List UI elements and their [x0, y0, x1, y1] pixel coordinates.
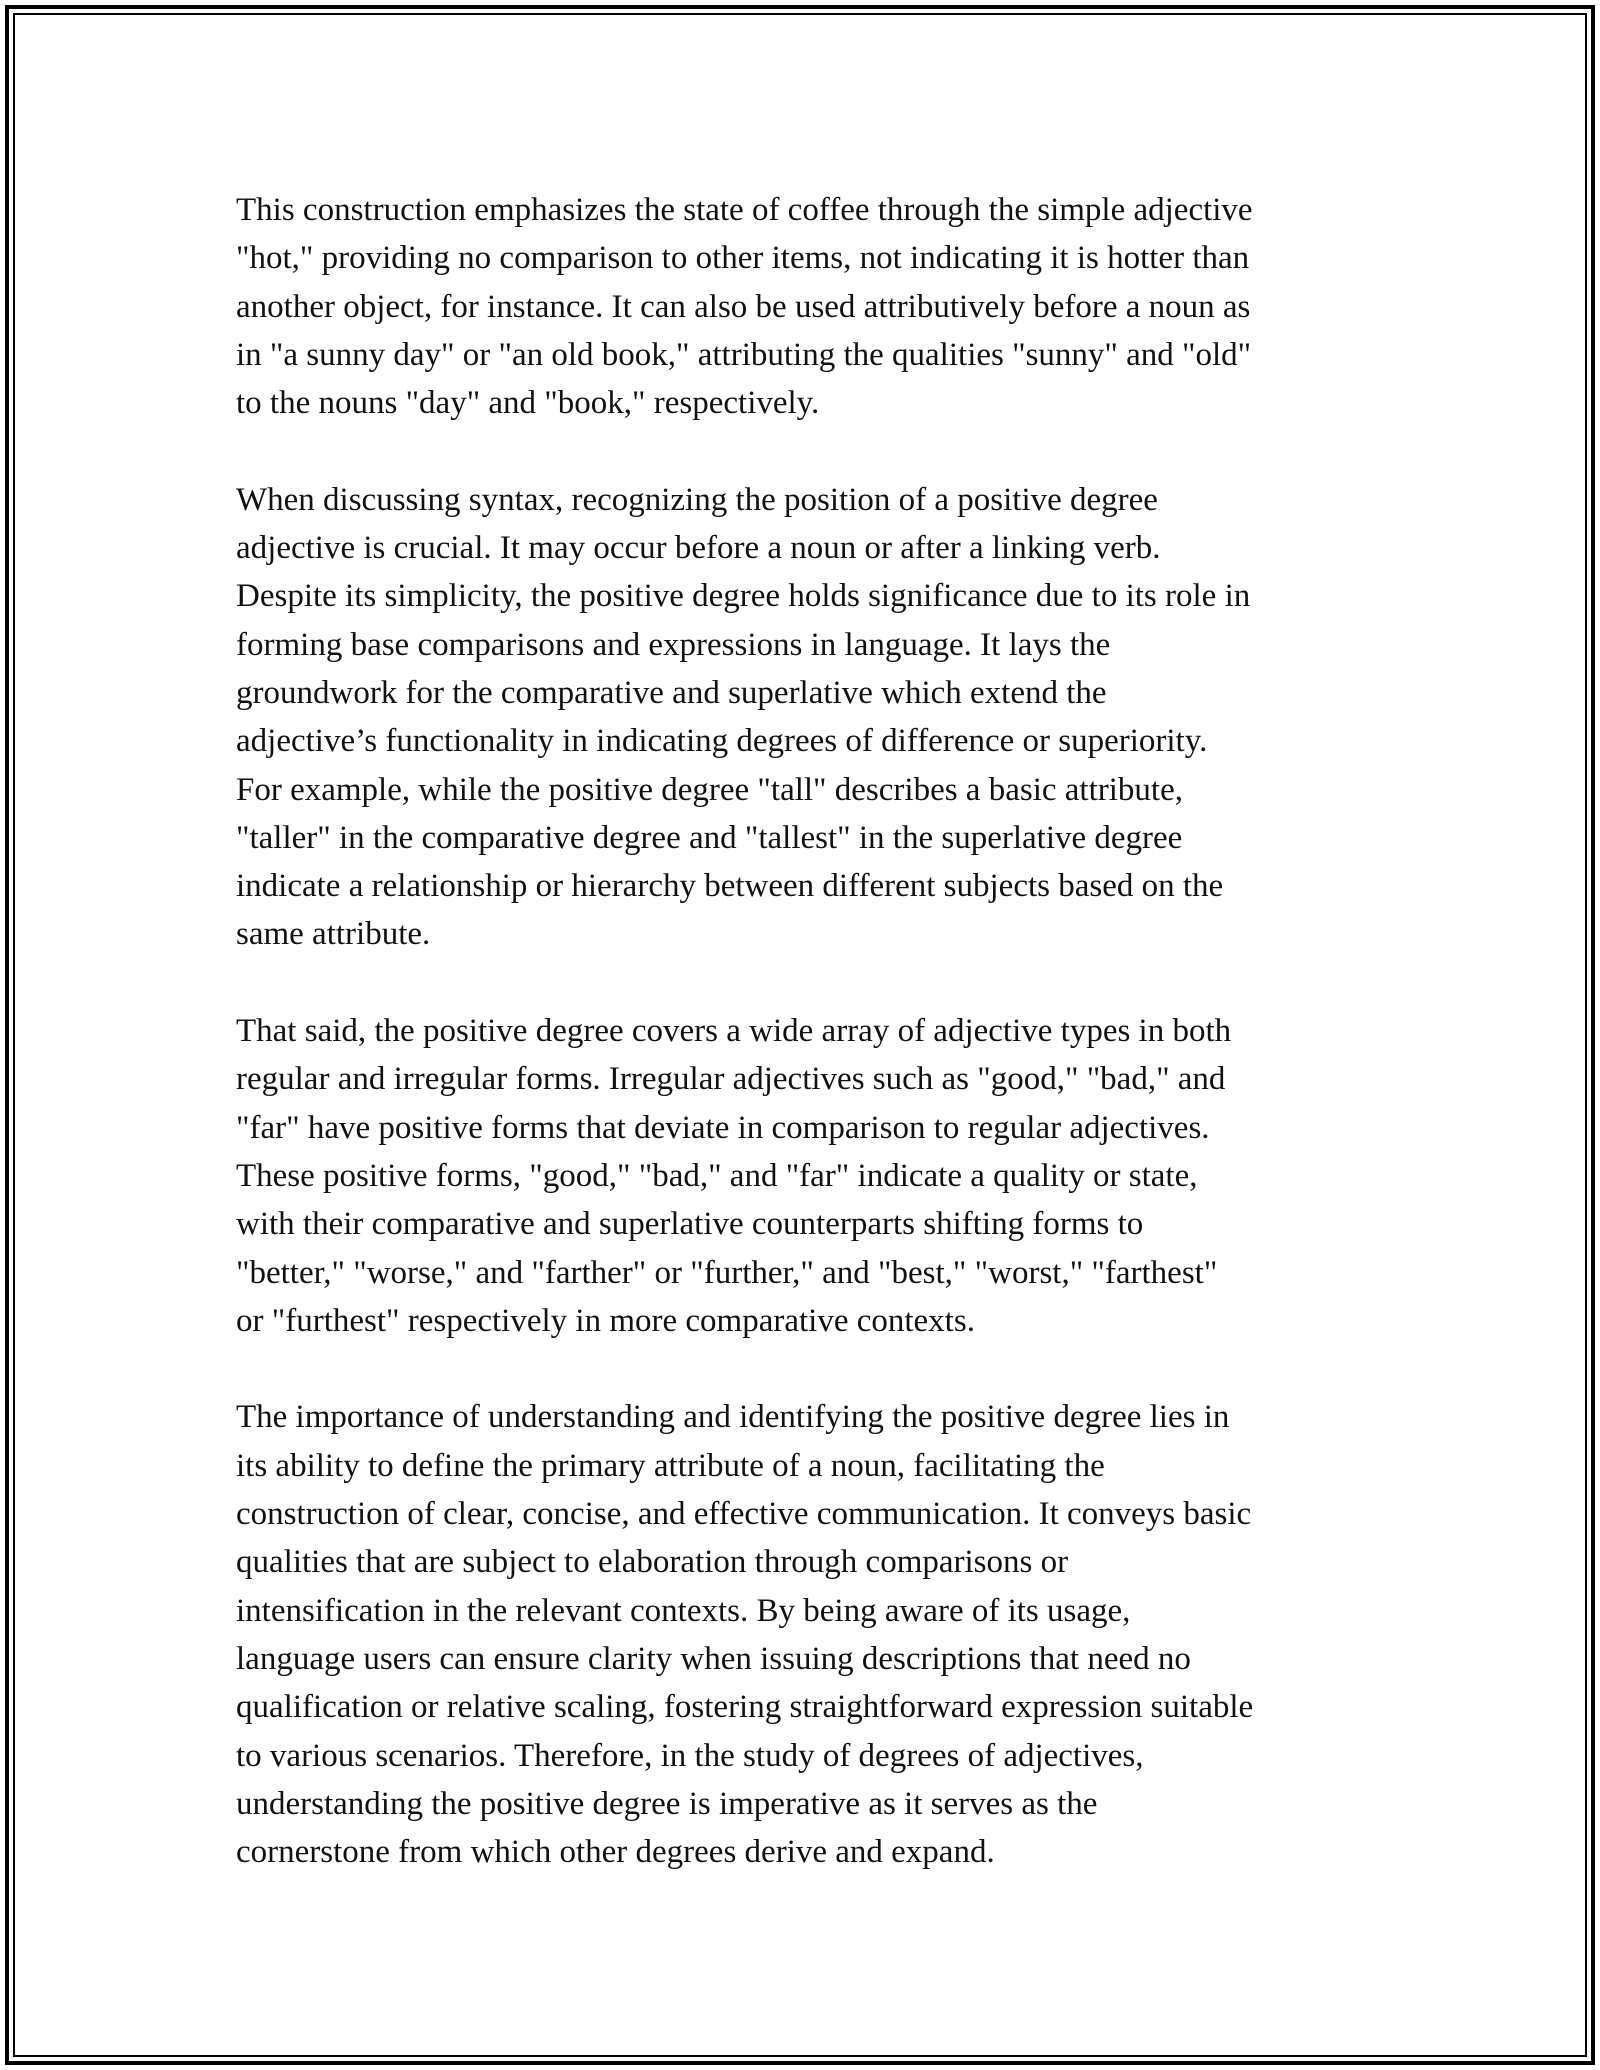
paragraph-2: When discussing syntax, recognizing the position of a positive degree adjective is crucial. It may occur before a noun or after a linking verb. Despite its simplicity, the positive degree holds significance due to its role in forming base comparisons and expressions in language. It lays the groundwork for the comparative and superlative which extend the adjective’s functionality in indicating degrees of difference or superiority. For example, while the positive degree "tall" describes a basic attribute, "taller" in the comparative degree and "tallest" in the superlative degree indicate a relationship or hierarchy between different subjects based on the same attribute. — [236, 481, 1251, 953]
paragraph-4: The importance of understanding and identifying the positive degree lies in its ability to define the primary attribute of a noun, facilitating the construction of clear, concise, and effective communication. It conveys basic qualities that are subject to elaboration through comparisons or intensification in the relevant contexts. By being aware of its usage, language users can ensure clarity when issuing descriptions that need no qualification or relative scaling, fostering straightforward expression suitable to various scenarios. Therefore, in the study of degrees of adjectives, understanding the positive degree is imperative as it serves as the cornerstone from which other degrees derive and expand. — [236, 1399, 1254, 1871]
paragraph-1: This construction emphasizes the state of coffee through the simple adjective "hot," providing no comparison to other items, not indicating it is hotter than another object, for instance. It can also be used attributively before a noun as in "a sunny day" or "an old book," attributing the qualities "sunny" and "old" to the nouns "day" and "book," respectively. — [236, 192, 1253, 422]
document-body — [236, 186, 1376, 1876]
paragraph-3: That said, the positive degree covers a wide array of adjective types in both regular and irregular forms. Irregular adjectives such as "good," "bad," and "far" have positive forms that deviate in comparison to regular adjectives. These positive forms, "good," "bad," and "far" indicate a quality or state, with their comparative and superlative counterparts shifting forms to "better," "worse," and "farther" or "further," and "best," "worst," "farthest" or "furthest" respectively in more comparative contexts. — [236, 1013, 1232, 1339]
